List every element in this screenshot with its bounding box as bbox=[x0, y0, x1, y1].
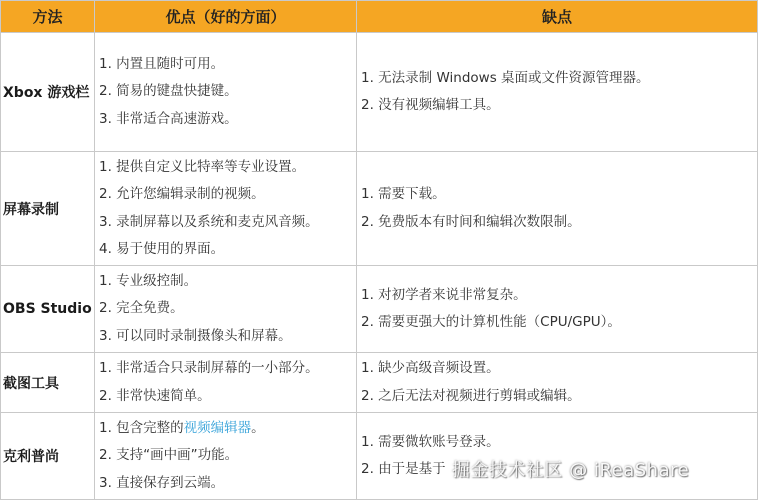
list-item: 2. 没有视频编辑工具。 bbox=[361, 97, 500, 113]
header-method: 方法 bbox=[1, 1, 95, 33]
list-item-suffix: 。 bbox=[251, 419, 265, 436]
list-item: 1. 对初学者来说非常复杂。 bbox=[361, 286, 527, 303]
table-row bbox=[1, 152, 758, 266]
table-row bbox=[1, 266, 758, 353]
list-item: 1. 内置且随时可用。 bbox=[99, 55, 225, 72]
cons-cell bbox=[357, 33, 758, 152]
cons-cell bbox=[357, 152, 758, 266]
list-item: 1. 需要下载。 bbox=[361, 186, 446, 202]
list-item: 3. 非常适合高速游戏。 bbox=[99, 110, 238, 127]
cons-cell bbox=[357, 353, 758, 413]
pros-cell bbox=[95, 353, 357, 413]
list-item: 2. 允许您编辑录制的视频。 bbox=[99, 186, 265, 202]
list-item-prefix: 1. 包含完整的 bbox=[99, 419, 184, 436]
cons-cell bbox=[357, 266, 758, 353]
method-cell: 截图工具 bbox=[1, 353, 95, 413]
header-pros: 优点（好的方面） bbox=[95, 1, 357, 33]
list-item: 1. 缺少高级音频设置。 bbox=[361, 360, 500, 376]
list-item: 3. 直接保存到云端。 bbox=[99, 474, 225, 491]
pros-cell bbox=[95, 266, 357, 353]
list-item: 3. 录制屏幕以及系统和麦克风音频。 bbox=[99, 213, 319, 230]
header-row bbox=[1, 1, 758, 33]
watermark: 掘金技术社区 @ iReaShare bbox=[452, 460, 690, 481]
list-item: 4. 易于使用的界面。 bbox=[99, 241, 225, 257]
pros-cell bbox=[95, 152, 357, 266]
list-item: 2. 免费版本有时间和编辑次数限制。 bbox=[361, 213, 581, 230]
list-item: 1. 需要微软账号登录。 bbox=[361, 433, 500, 450]
list-item: 2. 完全免费。 bbox=[99, 300, 184, 317]
header-cons: 缺点 bbox=[357, 1, 758, 33]
pros-cell bbox=[95, 33, 357, 152]
list-item: 2. 由于是基于 bbox=[361, 461, 446, 477]
method-cell: 屏幕录制 bbox=[1, 152, 95, 266]
list-item: 1. 非常适合只录制屏幕的一小部分。 bbox=[99, 360, 319, 376]
list-item: 2. 支持“画中画”功能。 bbox=[99, 447, 239, 464]
table-row bbox=[1, 353, 758, 413]
list-item: 1. 无法录制 Windows 桌面或文件资源管理器。 bbox=[361, 69, 650, 86]
list-item: 1. 提供自定义比特率等专业设置。 bbox=[99, 158, 306, 175]
list-item: 2. 需要更强大的计算机性能（CPU/GPU）。 bbox=[361, 314, 621, 330]
list-item: 1. 专业级控制。 bbox=[99, 272, 198, 289]
method-cell: Xbox 游戏栏 bbox=[1, 33, 95, 152]
list-item: 2. 之后无法对视频进行剪辑或编辑。 bbox=[361, 387, 581, 404]
method-cell: 克利普尚 bbox=[1, 413, 95, 500]
method-cell: OBS Studio bbox=[1, 266, 95, 353]
table-row bbox=[1, 33, 758, 152]
list-item: 2. 非常快速简单。 bbox=[99, 387, 211, 404]
list-item: 3. 可以同时录制摄像头和屏幕。 bbox=[99, 327, 292, 344]
list-item: 2. 简易的键盘快捷键。 bbox=[99, 83, 238, 100]
pros-cell bbox=[95, 413, 357, 500]
list-item bbox=[99, 415, 352, 443]
video-editor-link[interactable]: 视频编辑器 bbox=[183, 419, 252, 436]
